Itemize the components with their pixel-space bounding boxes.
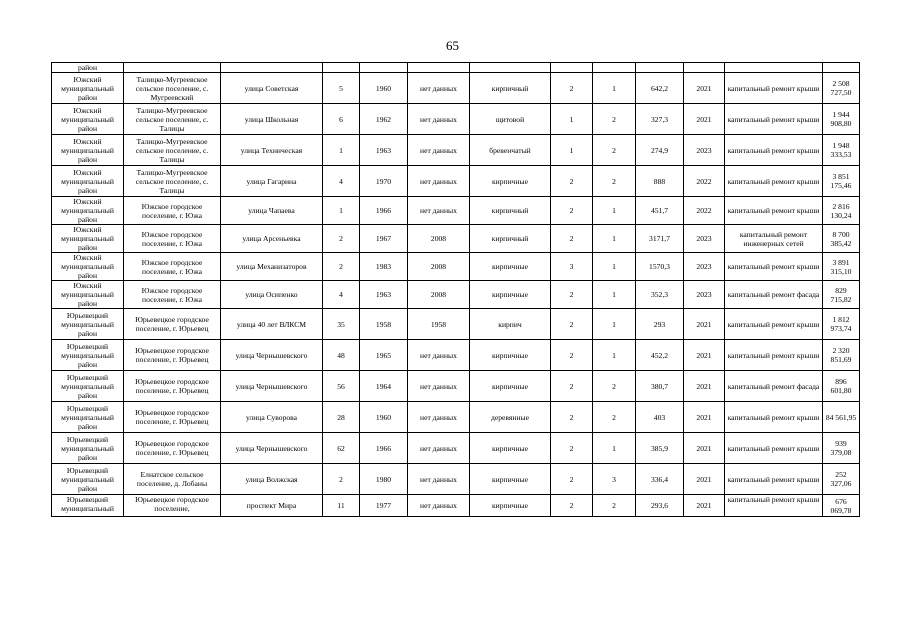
cell-entrances: 2: [593, 402, 636, 433]
cell-house-number: 35: [323, 309, 360, 340]
cell-year-reconstructed: нет данных: [408, 464, 470, 495]
cell-floors: 2: [551, 495, 593, 517]
cell-work-type: капитальный ремонт крыши: [725, 253, 823, 281]
cell-cost: 84 561,95: [823, 402, 860, 433]
cell-work-type: капитальный ремонт крыши: [725, 135, 823, 166]
table-row: [52, 464, 860, 495]
cell-entrances: 1: [593, 197, 636, 225]
housing-repair-table: [51, 62, 860, 517]
cell-house-number: 2: [323, 225, 360, 253]
cell-district: Юрьевецкий муниципальный район: [52, 433, 124, 464]
cell-house-number: 5: [323, 73, 360, 104]
cell-entrances: 1: [593, 281, 636, 309]
cell-planned-year: 2023: [684, 253, 725, 281]
cell-planned-year: 2021: [684, 309, 725, 340]
cell-district: Южский муниципальный район: [52, 281, 124, 309]
cell-settlement: Юрьевецкое городское поселение,: [124, 495, 221, 517]
table-row: [52, 197, 860, 225]
table-body: [52, 63, 860, 517]
cell-settlement: Юрьевецкое городское поселение, г. Юрьевец: [124, 309, 221, 340]
cell-work-type: капитальный ремонт крыши: [725, 495, 823, 517]
cell-cost: 2 508 727,50: [823, 73, 860, 104]
cell-year-built: 1958: [360, 309, 408, 340]
cell-settlement: Южское городское поселение, г. Южа: [124, 225, 221, 253]
cell-planned-year: 2021: [684, 495, 725, 517]
cell-settlement: Южское городское поселение, г. Южа: [124, 197, 221, 225]
cell-district: Южский муниципальный район: [52, 253, 124, 281]
cell-district: Юрьевецкий муниципальный район: [52, 371, 124, 402]
cell-year-built: 1983: [360, 253, 408, 281]
cell-area: 336,4: [636, 464, 684, 495]
table-row: [52, 225, 860, 253]
cell-wall-material: бревенчатый: [470, 135, 551, 166]
cell-year-built: 1964: [360, 371, 408, 402]
cell-work-type: капитальный ремонт крыши: [725, 433, 823, 464]
cell-area: 888: [636, 166, 684, 197]
cell-year-reconstructed: нет данных: [408, 135, 470, 166]
cell-cost: 3 891 315,10: [823, 253, 860, 281]
cell-entrances: 1: [593, 433, 636, 464]
cell-wall-material: [470, 63, 551, 73]
cell-year-reconstructed: нет данных: [408, 73, 470, 104]
cell-settlement: Юрьевецкое городское поселение, г. Юрьевец: [124, 371, 221, 402]
cell-district: Южский муниципальный район: [52, 135, 124, 166]
cell-planned-year: 2021: [684, 104, 725, 135]
cell-year-built: 1963: [360, 281, 408, 309]
cell-planned-year: 2023: [684, 225, 725, 253]
cell-work-type: капитальный ремонт крыши: [725, 197, 823, 225]
cell-settlement: Талицко-Мугреевское сельское поселение, с. Талицы: [124, 104, 221, 135]
cell-house-number: 56: [323, 371, 360, 402]
cell-street: проспект Мира: [221, 495, 323, 517]
page-number: 65: [446, 38, 459, 53]
cell-year-built: 1966: [360, 433, 408, 464]
cell-wall-material: кирпичные: [470, 495, 551, 517]
cell-settlement: Юрьевецкое городское поселение, г. Юрьевец: [124, 433, 221, 464]
cell-planned-year: 2021: [684, 73, 725, 104]
cell-house-number: 48: [323, 340, 360, 371]
cell-year-reconstructed: 1958: [408, 309, 470, 340]
cell-work-type: капитальный ремонт крыши: [725, 166, 823, 197]
cell-floors: 1: [551, 135, 593, 166]
cell-street: улица Суворова: [221, 402, 323, 433]
cell-area: 403: [636, 402, 684, 433]
cell-year-reconstructed: нет данных: [408, 340, 470, 371]
cell-settlement: Талицко-Мугреевское сельское поселение, с. Талицы: [124, 166, 221, 197]
cell-year-reconstructed: 2008: [408, 225, 470, 253]
cell-work-type: капитальный ремонт крыши: [725, 464, 823, 495]
cell-wall-material: деревянные: [470, 402, 551, 433]
cell-year-reconstructed: нет данных: [408, 433, 470, 464]
cell-area: 380,7: [636, 371, 684, 402]
table-row: [52, 340, 860, 371]
table-row: [52, 433, 860, 464]
cell-cost: 1 944 908,80: [823, 104, 860, 135]
cell-floors: 2: [551, 371, 593, 402]
table-row: [52, 63, 860, 73]
table-row: [52, 402, 860, 433]
cell-entrances: [593, 63, 636, 73]
cell-area: 352,3: [636, 281, 684, 309]
cell-planned-year: 2021: [684, 402, 725, 433]
cell-cost: 1 812 973,74: [823, 309, 860, 340]
cell-wall-material: кирпичные: [470, 281, 551, 309]
cell-entrances: 1: [593, 253, 636, 281]
cell-street: улица Чапаева: [221, 197, 323, 225]
cell-work-type: капитальный ремонт крыши: [725, 104, 823, 135]
cell-work-type: капитальный ремонт фасада: [725, 281, 823, 309]
cell-entrances: 2: [593, 166, 636, 197]
cell-house-number: 62: [323, 433, 360, 464]
cell-wall-material: кирпичные: [470, 166, 551, 197]
cell-entrances: 1: [593, 340, 636, 371]
cell-year-built: 1970: [360, 166, 408, 197]
cell-floors: 2: [551, 225, 593, 253]
cell-district: Юрьевецкий муниципальный район: [52, 464, 124, 495]
cell-floors: 2: [551, 433, 593, 464]
cell-work-type: капитальный ремонт крыши: [725, 73, 823, 104]
cell-district: Южский муниципальный район: [52, 166, 124, 197]
cell-street: улица Чернышевского: [221, 433, 323, 464]
cell-year-built: 1960: [360, 73, 408, 104]
table-row: [52, 166, 860, 197]
cell-district: Южский муниципальный район: [52, 73, 124, 104]
cell-settlement: Южское городское поселение, г. Южа: [124, 281, 221, 309]
cell-house-number: 2: [323, 253, 360, 281]
cell-house-number: 11: [323, 495, 360, 517]
cell-settlement: [124, 63, 221, 73]
cell-year-built: [360, 63, 408, 73]
cell-house-number: 2: [323, 464, 360, 495]
cell-house-number: 28: [323, 402, 360, 433]
cell-street: улица Волжская: [221, 464, 323, 495]
cell-floors: 2: [551, 281, 593, 309]
cell-planned-year: 2022: [684, 197, 725, 225]
cell-area: [636, 63, 684, 73]
cell-district: Юрьевецкий муниципальный район: [52, 309, 124, 340]
cell-area: 451,7: [636, 197, 684, 225]
cell-wall-material: кирпичный: [470, 225, 551, 253]
cell-street: улица 40 лет ВЛКСМ: [221, 309, 323, 340]
table-row: [52, 253, 860, 281]
cell-planned-year: 2021: [684, 371, 725, 402]
cell-floors: 2: [551, 73, 593, 104]
cell-cost: 2 320 851,69: [823, 340, 860, 371]
cell-street: улица Осипенко: [221, 281, 323, 309]
cell-floors: 1: [551, 104, 593, 135]
cell-work-type: капитальный ремонт крыши: [725, 402, 823, 433]
cell-house-number: 4: [323, 166, 360, 197]
cell-district: Южский муниципальный район: [52, 104, 124, 135]
cell-district: Южский муниципальный район: [52, 197, 124, 225]
cell-planned-year: 2021: [684, 433, 725, 464]
cell-cost: 2 816 130,24: [823, 197, 860, 225]
table-row: [52, 135, 860, 166]
cell-wall-material: кирпичные: [470, 433, 551, 464]
cell-floors: [551, 63, 593, 73]
cell-year-reconstructed: [408, 63, 470, 73]
cell-floors: 2: [551, 197, 593, 225]
cell-area: 293: [636, 309, 684, 340]
cell-street: улица Чернышевского: [221, 371, 323, 402]
cell-floors: 2: [551, 402, 593, 433]
cell-year-reconstructed: нет данных: [408, 104, 470, 135]
cell-district: Южский муниципальный район: [52, 225, 124, 253]
cell-settlement: Талицко-Мугреевское сельское поселение, с. Талицы: [124, 135, 221, 166]
cell-area: 3171,7: [636, 225, 684, 253]
cell-area: 452,2: [636, 340, 684, 371]
cell-planned-year: 2023: [684, 135, 725, 166]
cell-district: район: [52, 63, 124, 73]
cell-area: 327,3: [636, 104, 684, 135]
cell-settlement: Елнатское сельское поселение, д. Лобаны: [124, 464, 221, 495]
cell-area: 1570,3: [636, 253, 684, 281]
cell-floors: 3: [551, 253, 593, 281]
cell-house-number: 4: [323, 281, 360, 309]
cell-cost: 829 715,82: [823, 281, 860, 309]
cell-planned-year: 2021: [684, 464, 725, 495]
cell-year-reconstructed: нет данных: [408, 197, 470, 225]
cell-year-built: 1980: [360, 464, 408, 495]
cell-area: 642,2: [636, 73, 684, 104]
cell-work-type: капитальный ремонт фасада: [725, 371, 823, 402]
cell-entrances: 2: [593, 371, 636, 402]
cell-street: [221, 63, 323, 73]
cell-street: улица Чернышевского: [221, 340, 323, 371]
cell-wall-material: щитовой: [470, 104, 551, 135]
cell-entrances: 1: [593, 309, 636, 340]
cell-work-type: [725, 63, 823, 73]
cell-wall-material: кирпичные: [470, 464, 551, 495]
cell-cost: 252 327,06: [823, 464, 860, 495]
cell-floors: 2: [551, 166, 593, 197]
cell-cost: 896 601,80: [823, 371, 860, 402]
cell-year-built: 1966: [360, 197, 408, 225]
cell-street: улица Советская: [221, 73, 323, 104]
cell-year-built: 1965: [360, 340, 408, 371]
cell-wall-material: кирпичный: [470, 73, 551, 104]
cell-floors: 2: [551, 464, 593, 495]
cell-year-reconstructed: нет данных: [408, 402, 470, 433]
cell-district: Юрьевецкий муниципальный: [52, 495, 124, 517]
cell-year-reconstructed: 2008: [408, 281, 470, 309]
cell-year-reconstructed: нет данных: [408, 495, 470, 517]
cell-area: 385,9: [636, 433, 684, 464]
cell-entrances: 2: [593, 495, 636, 517]
cell-entrances: 2: [593, 135, 636, 166]
cell-floors: 2: [551, 340, 593, 371]
cell-work-type: капитальный ремонт инженерных сетей: [725, 225, 823, 253]
cell-district: Юрьевецкий муниципальный район: [52, 402, 124, 433]
cell-entrances: 2: [593, 104, 636, 135]
cell-entrances: 1: [593, 225, 636, 253]
cell-wall-material: кирпичные: [470, 253, 551, 281]
cell-entrances: 3: [593, 464, 636, 495]
cell-year-built: 1960: [360, 402, 408, 433]
cell-wall-material: кирпичный: [470, 197, 551, 225]
cell-planned-year: 2021: [684, 340, 725, 371]
table-row: [52, 104, 860, 135]
cell-settlement: Юрьевецкое городское поселение, г. Юрьевец: [124, 402, 221, 433]
cell-district: Юрьевецкий муниципальный район: [52, 340, 124, 371]
cell-year-built: 1977: [360, 495, 408, 517]
cell-cost: 8 700 385,42: [823, 225, 860, 253]
cell-area: 293,6: [636, 495, 684, 517]
cell-house-number: [323, 63, 360, 73]
cell-cost: 3 851 175,46: [823, 166, 860, 197]
cell-house-number: 1: [323, 197, 360, 225]
cell-area: 274,9: [636, 135, 684, 166]
cell-year-reconstructed: 2008: [408, 253, 470, 281]
cell-street: улица Механизаторов: [221, 253, 323, 281]
cell-year-built: 1963: [360, 135, 408, 166]
cell-year-built: 1962: [360, 104, 408, 135]
cell-planned-year: 2023: [684, 281, 725, 309]
cell-settlement: Талицко-Мугреевское сельское поселение, с. Мугреевский: [124, 73, 221, 104]
cell-street: улица Гагарина: [221, 166, 323, 197]
cell-house-number: 6: [323, 104, 360, 135]
cell-settlement: Южское городское поселение, г. Южа: [124, 253, 221, 281]
cell-year-reconstructed: нет данных: [408, 371, 470, 402]
cell-wall-material: кирпич: [470, 309, 551, 340]
table-row: [52, 371, 860, 402]
cell-planned-year: [684, 63, 725, 73]
cell-work-type: капитальный ремонт крыши: [725, 340, 823, 371]
cell-planned-year: 2022: [684, 166, 725, 197]
cell-year-reconstructed: нет данных: [408, 166, 470, 197]
cell-street: улица Техническая: [221, 135, 323, 166]
cell-floors: 2: [551, 309, 593, 340]
table-row: [52, 309, 860, 340]
cell-year-built: 1967: [360, 225, 408, 253]
cell-settlement: Юрьевецкое городское поселение, г. Юрьевец: [124, 340, 221, 371]
table-row: [52, 281, 860, 309]
cell-work-type: капитальный ремонт крыши: [725, 309, 823, 340]
cell-entrances: 1: [593, 73, 636, 104]
cell-street: улица Школьная: [221, 104, 323, 135]
cell-cost: 939 379,08: [823, 433, 860, 464]
cell-wall-material: кирпичные: [470, 340, 551, 371]
cell-cost: 1 948 333,53: [823, 135, 860, 166]
table-row: [52, 73, 860, 104]
cell-street: улица Арсеньевка: [221, 225, 323, 253]
cell-cost: 676 069,78: [823, 495, 860, 517]
cell-wall-material: кирпичные: [470, 371, 551, 402]
table-row: [52, 495, 860, 517]
cell-cost: [823, 63, 860, 73]
cell-house-number: 1: [323, 135, 360, 166]
